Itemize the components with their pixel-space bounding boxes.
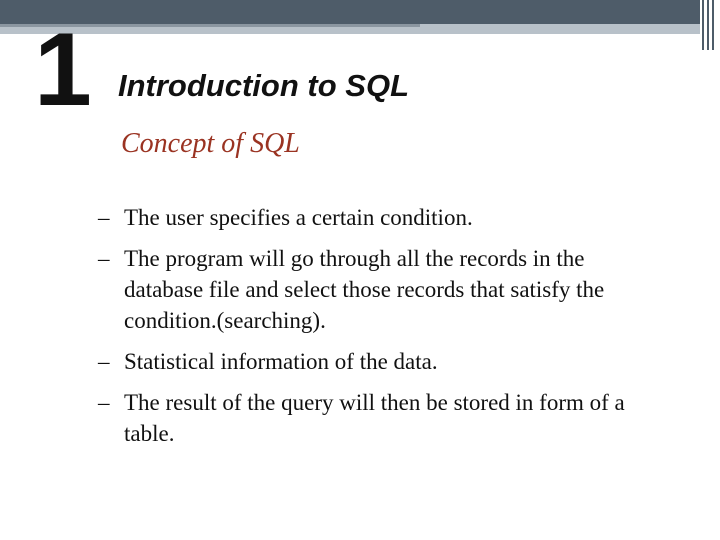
bullet-marker: –	[98, 246, 110, 271]
bullet-marker: –	[98, 205, 110, 230]
edge-line	[702, 0, 704, 50]
bullet-text: The result of the query will then be stored in form of a table.	[124, 390, 625, 446]
bullet-item	[98, 202, 658, 233]
bullet-item	[98, 387, 658, 449]
edge-line	[712, 0, 714, 50]
bullet-item	[98, 243, 658, 336]
slide-number: 1	[34, 12, 90, 128]
bullet-text: The user specifies a certain condition.	[124, 205, 473, 230]
header-edge-lines	[700, 0, 720, 50]
bullet-item	[98, 346, 658, 377]
slide-title: Introduction to SQL	[118, 68, 410, 103]
bullet-list	[98, 202, 658, 459]
bullet-marker: –	[98, 390, 110, 415]
bullet-marker: –	[98, 349, 110, 374]
bullet-text: The program will go through all the records in the database file and select those records that satisfy the condition.(searching).	[124, 246, 605, 333]
edge-line	[707, 0, 709, 50]
slide-subtitle: Concept of SQL	[121, 128, 300, 159]
header-bar-dark	[0, 0, 700, 24]
bullet-text: Statistical information of the data.	[124, 349, 438, 374]
